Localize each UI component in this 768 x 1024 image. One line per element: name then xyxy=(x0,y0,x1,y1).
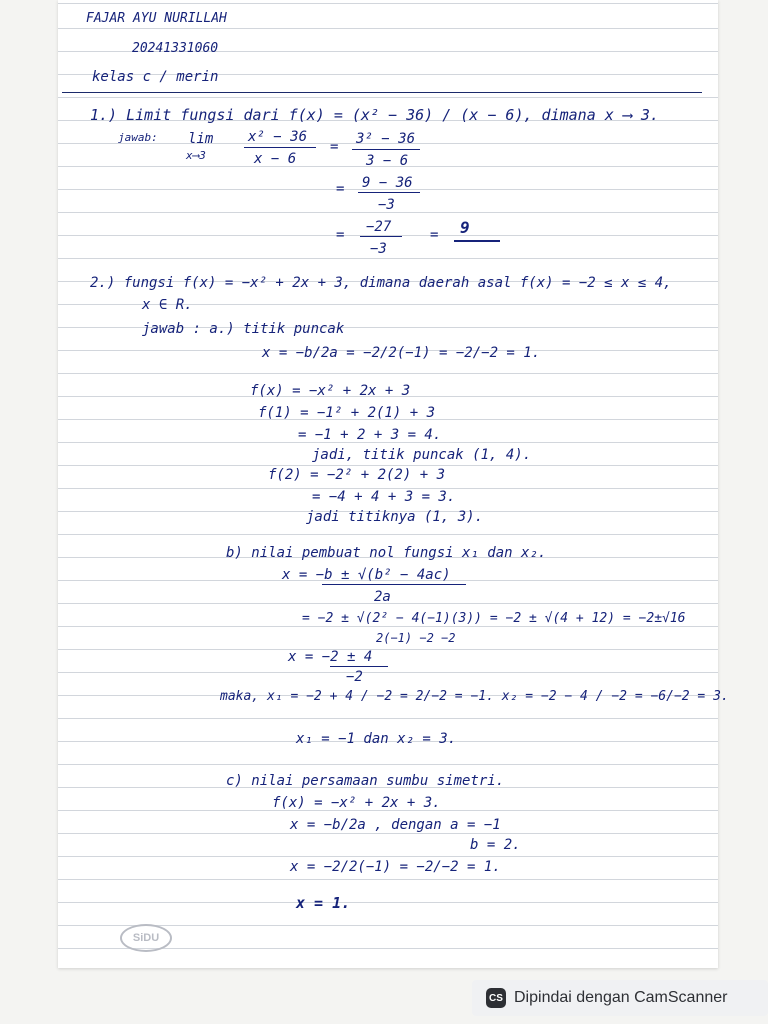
q2-title: 2.) fungsi f(x) = −x² + 2x + 3, dimana daerah asal f(x) = −2 ≤ x ≤ 4, xyxy=(90,275,672,291)
q2c-line2: x = −b/2a , dengan a = −1 xyxy=(290,817,501,833)
q2b-line3: x = −2 ± 4 xyxy=(288,649,373,665)
q1-step1-num: 3² − 36 xyxy=(356,131,416,147)
q1-step3-num: −27 xyxy=(366,219,392,235)
q2a-label: jawab : a.) titik puncak xyxy=(142,321,345,337)
q1-step2-num: 9 − 36 xyxy=(362,175,413,191)
q1-step1-den: 3 − 6 xyxy=(366,153,409,169)
q2c-line1: f(x) = −x² + 2x + 3. xyxy=(272,795,441,811)
q1-step3-den: −3 xyxy=(370,241,387,257)
q1-numerator: x² − 36 xyxy=(248,129,308,145)
q2a-line6: f(2) = −2² + 2(2) + 3 xyxy=(268,467,446,483)
q1-eq2: = xyxy=(336,181,345,197)
q2c-line2b: b = 2. xyxy=(470,837,521,853)
q2b-line5: x₁ = −1 dan x₂ = 3. xyxy=(296,731,457,747)
q2b-line3-den: −2 xyxy=(346,669,363,685)
q1-jawab: jawab: xyxy=(118,131,158,144)
q1-step2-den: −3 xyxy=(378,197,395,213)
q2b-line1: x = −b ± √(b² − 4ac) xyxy=(282,567,451,583)
q2-domain: x ∈ R. xyxy=(142,297,193,313)
q1-eq3: = xyxy=(336,227,345,243)
q2c-line4: x = 1. xyxy=(296,894,351,912)
q2b-label: b) nilai pembuat nol fungsi x₁ dan x₂. xyxy=(226,545,547,561)
q2b-line4: maka, x₁ = −2 + 4 / −2 = 2/−2 = −1. x₂ = −2 − 4 / −2 = −6/−2 = 3. xyxy=(220,689,729,704)
q2b-line2-den: 2(−1) −2 −2 xyxy=(376,631,456,645)
q2a-line7: = −4 + 4 + 3 = 3. xyxy=(312,489,456,505)
q2a-line8: jadi titiknya (1, 3). xyxy=(306,509,484,525)
camscanner-label: Dipindai dengan CamScanner xyxy=(514,989,728,1006)
header-divider xyxy=(62,92,702,93)
q1-result: 9 xyxy=(460,218,470,237)
q1-eq1: = xyxy=(330,139,339,155)
camscanner-watermark xyxy=(472,980,768,1016)
q2b-line1-den: 2a xyxy=(374,589,391,605)
q2c-label: c) nilai persamaan sumbu simetri. xyxy=(226,773,505,789)
q2a-line5: jadi, titik puncak (1, 4). xyxy=(312,447,532,463)
student-name: FAJAR AYU NURILLAH xyxy=(86,11,227,26)
camscanner-logo-icon: CS xyxy=(486,988,506,1008)
q1-denominator: x − 6 xyxy=(254,151,297,167)
q2a-line1: x = −b/2a = −2/2(−1) = −2/−2 = 1. xyxy=(262,345,541,361)
q2a-line4: = −1 + 2 + 3 = 4. xyxy=(298,427,442,443)
q2a-line3: f(1) = −1² + 2(1) + 3 xyxy=(258,405,436,421)
q1-eq4: = xyxy=(430,227,439,243)
student-id: 20241331060 xyxy=(132,41,219,56)
class-label: kelas c / merin xyxy=(92,69,219,85)
q1-title: 1.) Limit fungsi dari f(x) = (x² − 36) / (x − 6), dimana x ⟶ 3. xyxy=(90,106,659,124)
q1-lim: lim xyxy=(188,131,214,147)
q1-lim-sub: x⟶3 xyxy=(186,149,206,162)
notebook-brand-stamp: SiDU xyxy=(120,924,172,952)
q2b-line2: = −2 ± √(2² − 4(−1)(3)) = −2 ± √(4 + 12) = −2±√16 xyxy=(302,611,686,626)
q2a-line2: f(x) = −x² + 2x + 3 xyxy=(250,383,411,399)
q2c-line3: x = −2/2(−1) = −2/−2 = 1. xyxy=(290,859,501,875)
